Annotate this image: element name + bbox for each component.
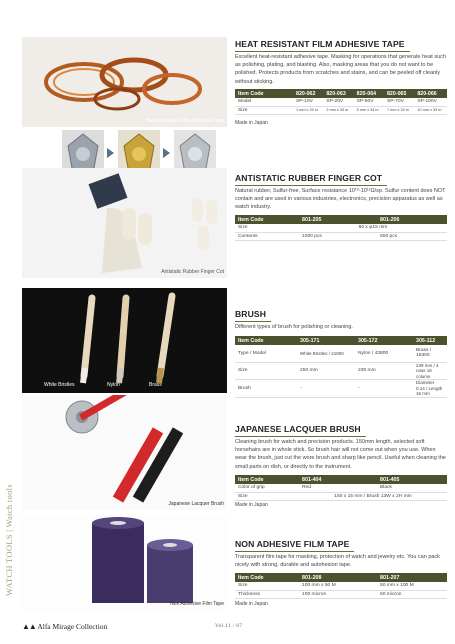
heat-tape-origin-note: Made in Japan <box>235 120 268 126</box>
table-cell: White Bristles / 21800 <box>297 345 355 362</box>
table-cell: SP-10V <box>293 98 323 106</box>
table-cell: 50 mm x 100 M <box>377 582 447 590</box>
header-cell: 820-065 <box>384 89 414 98</box>
table-row <box>235 484 447 492</box>
finger-cot-caption: Antistatic Rubber Finger Cot <box>161 269 224 275</box>
table-cell: SP-20V <box>323 98 353 106</box>
table-cell: 10 mm x 33 m <box>414 106 447 114</box>
lacquer-brush-spec-table <box>235 475 447 501</box>
table-cell: 50 x φ15 mm <box>299 224 447 232</box>
page-number: Vol.11 / 67 <box>215 623 243 629</box>
table-header-row <box>235 475 447 484</box>
table-cell: Contents <box>235 232 299 240</box>
header-cell: Item Code <box>235 215 299 224</box>
header-cell: Item Code <box>235 573 299 582</box>
header-cell: 820-063 <box>323 89 353 98</box>
header-cell: 801-405 <box>377 475 447 484</box>
table-row <box>235 345 447 362</box>
heat-tape-photo <box>22 37 227 127</box>
table-cell: Red <box>299 484 377 492</box>
non-adhesive-tape-caption: Non Adhesive Film Tape <box>170 601 224 607</box>
table-cell: Model <box>235 98 293 106</box>
table-cell: Size <box>235 106 293 114</box>
non-adhesive-tape-photo <box>22 515 227 610</box>
non-adhesive-tape-title: NON ADHESIVE FILM TAPE <box>235 539 350 549</box>
table-cell: Nylon / 43800 <box>355 345 413 362</box>
table-row <box>235 98 447 106</box>
heat-tape-title: HEAT RESISTANT FILM ADHESIVE TAPE <box>235 39 405 49</box>
brush-description: Different types of brush for polishing or cleaning. <box>235 324 353 330</box>
table-row <box>235 582 447 590</box>
lacquer-brush-photo <box>22 395 227 510</box>
table-cell: 500 pcs <box>377 232 447 240</box>
table-cell: Color of grip <box>235 484 299 492</box>
brush-label-nylon: Nylon <box>107 382 120 388</box>
table-cell: Black <box>377 484 447 492</box>
header-cell: 801-206 <box>377 215 447 224</box>
table-header-row <box>235 89 447 98</box>
table-cell: Thickness <box>235 590 299 598</box>
table-cell: Brush <box>235 380 297 398</box>
table-row <box>235 224 447 232</box>
brush-label-white: White Bristles <box>44 382 75 388</box>
arrow-icon <box>163 148 170 158</box>
table-cell: 1 mm x 33 m <box>293 106 323 114</box>
table-cell: Diameter 0.14 / Length 16 mm <box>413 380 447 398</box>
table-cell: 250 mm <box>297 362 355 380</box>
table-cell: 7 mm x 33 m <box>384 106 414 114</box>
header-cell: 801-207 <box>377 573 447 582</box>
table-cell: 5 mm x 33 m <box>354 106 384 114</box>
footer-logo <box>22 622 107 631</box>
lacquer-brush-title: JAPANESE LACQUER BRUSH <box>235 424 361 434</box>
logo-icon: ▲▲ <box>22 622 36 631</box>
header-cell: 820-062 <box>293 89 323 98</box>
footer-brand: Alfa Mirage Collection <box>37 622 108 631</box>
heat-tape-caption: Heat Resistant Film Adhesive Tape <box>146 118 224 124</box>
table-cell: Type / Model <box>235 345 297 362</box>
header-cell: Item Code <box>235 336 297 345</box>
non-adhesive-tape-description: Transparent film tape for masking, protection of watch and jewelry etc. You can pack nicely with strong, durable and autohesion tape. <box>235 554 440 569</box>
table-row <box>235 106 447 114</box>
table-cell: Size <box>235 362 297 380</box>
table-row <box>235 492 447 500</box>
table-cell: Size <box>235 582 299 590</box>
header-cell: 305-172 <box>355 336 413 345</box>
heat-tape-spec-table <box>235 89 447 115</box>
header-cell: Item Code <box>235 89 293 98</box>
table-cell: 230 mm <box>355 362 413 380</box>
lacquer-origin-note: Made in Japan <box>235 502 268 508</box>
table-header-row <box>235 215 447 224</box>
header-cell: 820-064 <box>354 89 384 98</box>
table-row <box>235 362 447 380</box>
table-row <box>235 232 447 240</box>
table-cell: - <box>297 380 355 398</box>
brush-label-brass: Brass <box>149 382 162 388</box>
table-cell: 50 micron <box>377 590 447 598</box>
table-cell: 100 mm x 50 M <box>299 582 377 590</box>
table-row <box>235 380 447 398</box>
table-cell: SP-50V <box>354 98 384 106</box>
non-adhesive-origin-note: Made in Japan <box>235 601 268 607</box>
table-cell: 100 micron <box>299 590 377 598</box>
table-cell: 2 mm x 33 m <box>323 106 353 114</box>
lacquer-brush-description: Cleaning brush for watch and precision products. 150mm length, selected soft horsehairs are in whole stick. So brush hair will not come out when you use. When wear the brush, just cut the wore brush and sharp like pencil. Useful when cleaning the small parts on dish, or directly to the instrument. <box>235 439 446 470</box>
table-cell: Size <box>235 224 299 232</box>
side-tab-text: WATCH TOOLS | Watch tools <box>4 484 14 596</box>
table-cell: 239 mm / 4 rows 16 colums <box>413 362 447 380</box>
brush-photo <box>22 288 227 393</box>
table-row <box>235 590 447 598</box>
heat-tape-description: Excellent heat-resistant adhesive tape. Masking for operations that generate heat such as polishing, plating, and blasting. Also, masking areas that you do not want to be polished. Protects products from scratches and stains, and can be peeled off cleanly without sticking. <box>235 54 446 85</box>
header-cell: Item Code <box>235 475 299 484</box>
finger-cot-spec-table <box>235 215 447 241</box>
side-tab <box>0 455 18 625</box>
header-cell: 820-066 <box>414 89 447 98</box>
header-cell: 801-404 <box>299 475 377 484</box>
table-header-row <box>235 573 447 582</box>
non-adhesive-tape-spec-table <box>235 573 447 599</box>
finger-cot-description: Natural rubber, Sulfur-free, Surface resistance 10¹⁰-10¹²Ω/sp. Sulfur content does NOT contain and are used in various industries, electronics, precision apparatus as well as watch industry. <box>235 188 446 211</box>
header-cell: 305-112 <box>413 336 447 345</box>
table-cell: 1000 pcs <box>299 232 377 240</box>
header-cell: 801-205 <box>299 215 377 224</box>
table-cell: SP-70V <box>384 98 414 106</box>
table-cell: SP-100V <box>414 98 447 106</box>
table-cell: Size <box>235 492 299 500</box>
brush-title: BRUSH <box>235 309 267 319</box>
header-cell: 305-171 <box>297 336 355 345</box>
tape-rolls-illustration <box>22 37 227 127</box>
finger-cot-title: ANTISTATIC RUBBER FINGER COT <box>235 173 383 183</box>
arrow-icon <box>107 148 114 158</box>
table-cell: Brass / 19300 <box>413 345 447 362</box>
table-cell: 150 x 15 mm / Brush 13W x 2H mm <box>299 492 447 500</box>
finger-cot-photo <box>22 168 227 278</box>
lacquer-brush-caption: Japanese Lacquer Brush <box>168 501 224 507</box>
header-cell: 801-208 <box>299 573 377 582</box>
table-cell: - <box>355 380 413 398</box>
brush-spec-table <box>235 336 447 398</box>
table-header-row <box>235 336 447 345</box>
